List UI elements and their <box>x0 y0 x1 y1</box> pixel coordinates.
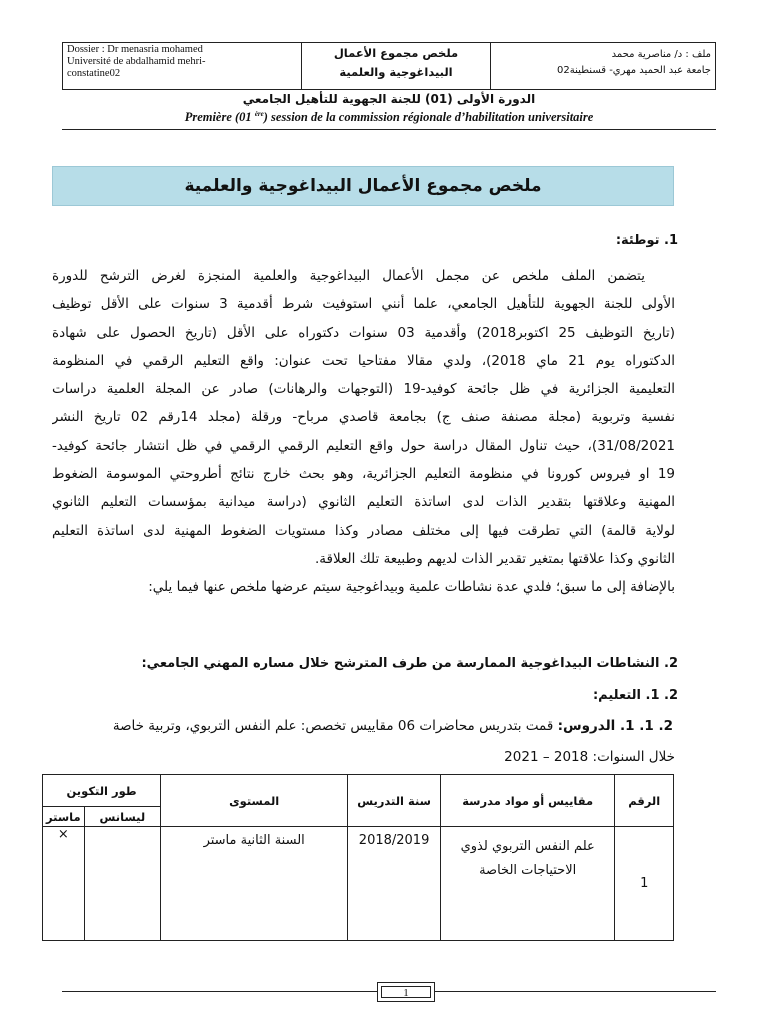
paragraph-line: الدكتوراه يوم 21 ماي 2018)، ولدي مقالا مفتاحيا تحت عنوان: واقع التعليم الرقمي في المنظومة <box>52 352 675 369</box>
paragraph-line: لولاية قالمة) التي تطرقت فيها إلى مختلف مصادر وكذا مستويات الضغوط المهنية لدى اساتذة التعليم <box>52 522 675 539</box>
cell-year: 2018/2019 <box>348 827 441 941</box>
header-title-line-1: ملخص مجموع الأعمال <box>333 46 459 60</box>
col-header-licence: ليسانس <box>84 807 161 827</box>
paragraph-line: يتضمن الملف ملخص عن مجمل الأعمال البيداغوجية والعلمية المنجزة لغرض الترشح للدورة <box>52 268 645 284</box>
col-header-master: ماستر <box>43 807 85 827</box>
paragraph-line: المهنية وعلاقتها بتقدير الذات لدى اساتذة التعليم الثانوي (دراسة ميدانية بمؤسسات التعليم الثانوي <box>52 494 675 511</box>
header-file-university: جامعة عبد الحميد مهري- قسنطينة02 <box>556 65 711 76</box>
courses-table <box>42 774 674 941</box>
header-dossier-line: Dossier : Dr menasria mohamed <box>67 44 203 55</box>
col-header-number: الرقم <box>615 775 674 827</box>
paragraph-line: نفسية وتربوية (مجلة مصنفة صنف ج) بجامعة قاصدي مرباح- ورقلة (مجلد 14رقم 02 تاريخ النشر <box>52 409 675 426</box>
header-file-owner: ملف : د/ مناصرية محمد <box>611 49 711 60</box>
col-header-subjects: مقاييس أو مواد مدرسة <box>440 775 615 827</box>
session-title-arabic: الدورة الأولى (01) للجنة الجهوية للتأهيل الجامعي <box>242 92 536 106</box>
paragraph-line: 31/08/2021)، حيث تناول المقال دراسة حول واقع التعليم الرقمي الرقمي في ظل انتشار جائحة كوفيد- <box>52 437 675 454</box>
cell-number: 1 <box>615 827 674 941</box>
session-french-post: ) session de la commission régionale d’habilitation universitaire <box>263 110 594 125</box>
section-2-1-heading: 2. 1. التعليم: <box>592 688 678 703</box>
section-1-paragraph <box>52 262 675 602</box>
col-header-year: سنة التدريس <box>348 775 441 827</box>
cell-master: × <box>43 827 85 941</box>
paragraph-line: 19 او فيروس كورونا في منظومة التعليم الجزائرية، وهو بحث خارج نتائج أطروحتي الموسومة الضغوط <box>52 466 675 483</box>
header-file-cell <box>491 43 716 90</box>
header-divider <box>62 129 716 130</box>
section-1-heading: 1. توطئة: <box>615 233 678 248</box>
session-french-pre: Première (01 <box>184 110 252 125</box>
session-title-french <box>62 110 716 125</box>
col-header-phase: طور التكوين <box>43 775 161 807</box>
document-header <box>62 42 716 90</box>
page-number-box <box>377 982 435 1002</box>
session-french-sup: ère <box>254 110 264 118</box>
section-2-heading: 2. النشاطات البيداغوجية الممارسة من طرف المترشح خلال مساره المهني الجامعي: <box>141 656 678 671</box>
cell-licence <box>84 827 161 941</box>
paragraph-line: (تاريخ التوظيف 25 اكتوبر2018) وأقدمية 03 سنوات دكتوراه على الأقل (تاريخ الحصول على شهادة <box>52 324 675 341</box>
table-row <box>43 827 674 941</box>
header-university-line: Université de abdalhamid mehri- <box>67 56 206 67</box>
col-header-level: المستوى <box>161 775 348 827</box>
header-title-cell <box>302 43 491 90</box>
document-title: ملخص مجموع الأعمال البيداغوجية والعلمية <box>52 166 674 206</box>
section-1-closing: بالإضافة إلى ما سبق؛ فلدي عدة نشاطات علمية وبيداغوجية سيتم عرضها ملخص عنها فيما يلي: <box>148 579 675 596</box>
paragraph-line: الثانوي وكذا علاقتها بمتغير تقدير الذات لديهم وطبيعة تلك العلاقة. <box>314 550 675 567</box>
header-city-line: constatine02 <box>67 68 121 79</box>
cell-subject: علم النفس التربوي لذوي الاحتياجات الخاصة <box>440 827 615 941</box>
years-line: خلال السنوات: 2018 – 2021 <box>504 749 675 765</box>
courses-line <box>113 718 673 734</box>
page-number: 1 <box>381 986 431 998</box>
courses-text: قمت بتدريس محاضرات 06 مقاييس تخصص: علم النفس التربوي، وتربية خاصة <box>112 718 558 734</box>
paragraph-line: التعليمية الجزائرية في ظل جائحة كوفيد-19 (التوجهات والرهانات) صادر عن المجلة العلمية دراسات <box>52 381 675 398</box>
courses-label: 2. 1. 1. الدروس: <box>557 718 673 734</box>
header-title-line-2: البيداغوجية والعلمية <box>339 65 453 79</box>
header-dossier-cell <box>63 43 302 90</box>
paragraph-line: الأولى للجنة الجهوية للتأهيل الجامعي، علما أنني استوفيت شرط أقدمية 3 سنوات على الأقل توظيف <box>52 296 675 313</box>
cell-level: السنة الثانية ماستر <box>161 827 348 941</box>
